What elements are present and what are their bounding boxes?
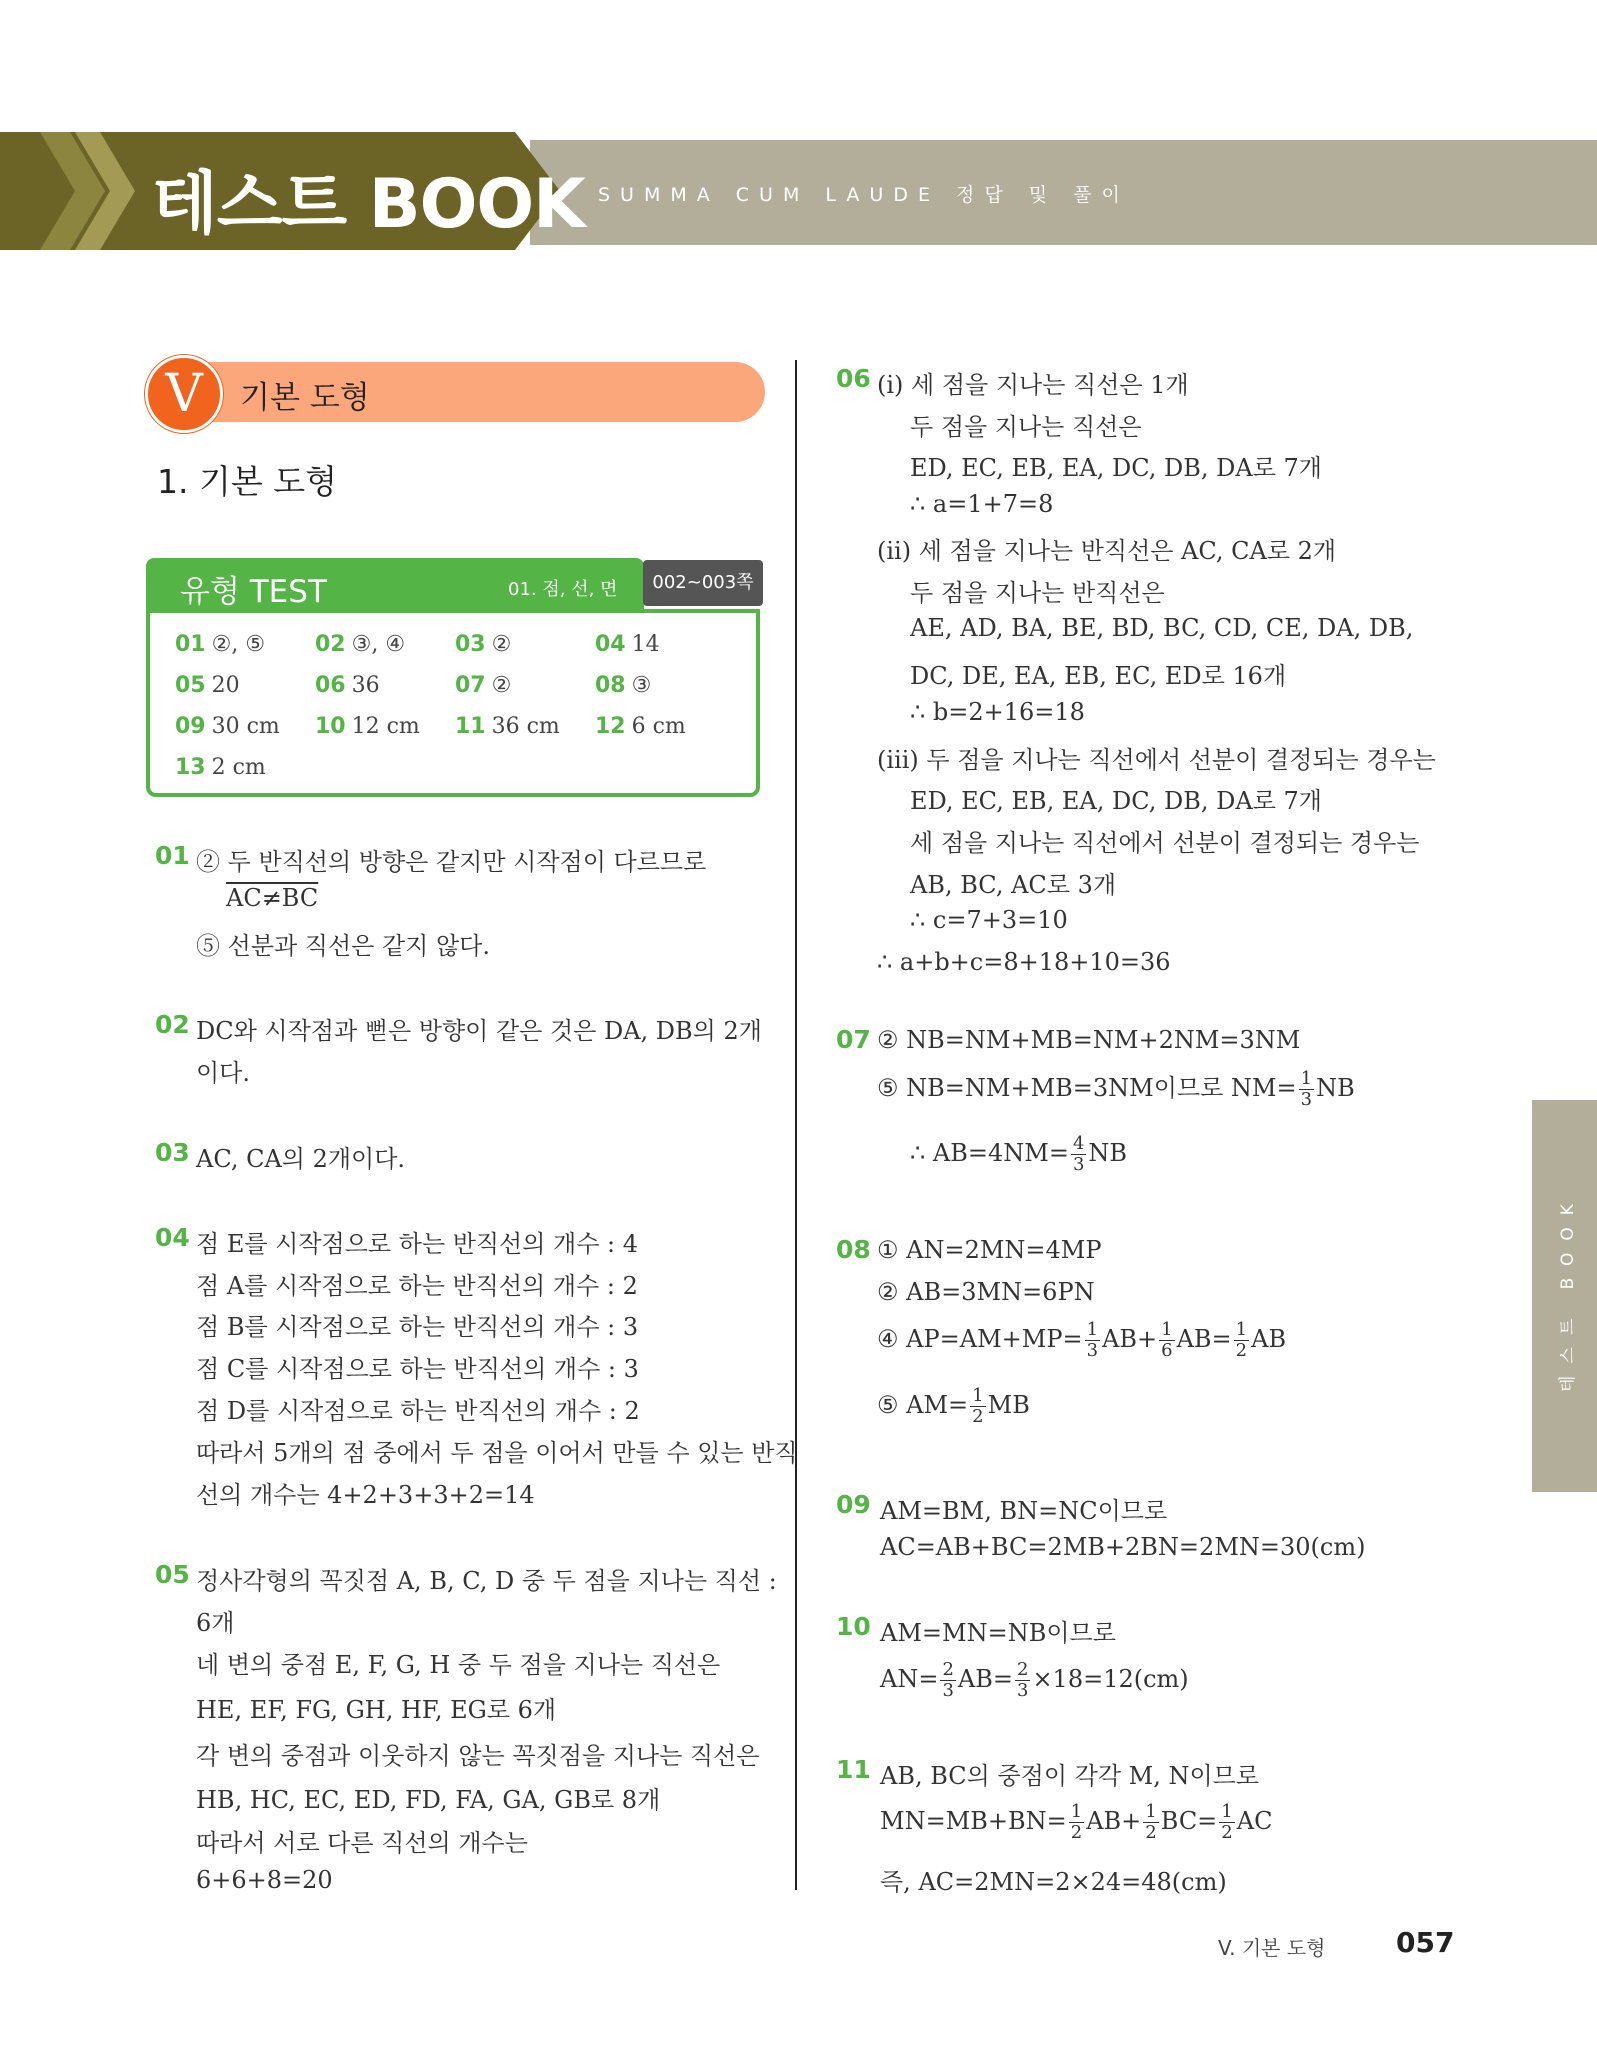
answer-item xyxy=(315,673,380,698)
solution-line: (ⅰ) 세 점을 지나는 직선은 1개 xyxy=(877,371,1189,399)
answer-number: 11 xyxy=(455,714,486,739)
answer-box-subtitle: 01. 점, 선, 면 xyxy=(508,579,618,600)
fraction-denominator: 3 xyxy=(1086,1340,1099,1361)
fraction-denominator: 3 xyxy=(1300,1089,1313,1110)
solution-line: ② AB=3MN=6PN xyxy=(877,1278,1095,1306)
fraction xyxy=(1159,1320,1174,1361)
fraction xyxy=(1085,1320,1100,1361)
fraction xyxy=(940,1660,955,1701)
fraction-denominator: 3 xyxy=(1072,1154,1085,1175)
fraction-numerator: 1 xyxy=(1161,1319,1173,1340)
solution-text: NB xyxy=(1316,1074,1355,1102)
fraction-numerator: 1 xyxy=(1070,1801,1083,1822)
solution-number: 10 xyxy=(836,1612,871,1641)
solution-text: ×18=12(cm) xyxy=(1032,1665,1189,1693)
solution-text: AN= xyxy=(880,1665,939,1693)
answer-item xyxy=(595,673,651,698)
solution-line: HB, HC, EC, ED, FD, FA, GA, GB로 8개 xyxy=(196,1786,661,1814)
answer-value: 12 cm xyxy=(351,714,420,739)
solution-number: 02 xyxy=(155,1010,190,1039)
answer-value: ② xyxy=(491,632,512,657)
answer-value: 14 xyxy=(631,632,660,657)
answer-number: 07 xyxy=(455,673,486,698)
answer-value: ②, ⑤ xyxy=(211,632,266,657)
solution-line xyxy=(880,1660,1189,1701)
answer-value: 30 cm xyxy=(211,714,280,739)
solution-text: AB= xyxy=(957,1665,1013,1693)
answer-number: 01 xyxy=(175,632,206,657)
solution-number: 06 xyxy=(836,364,871,393)
fraction xyxy=(1069,1802,1084,1843)
solution-line xyxy=(877,1068,1355,1110)
solution-line: 따라서 5개의 점 중에서 두 점을 이어서 만들 수 있는 반직 xyxy=(196,1439,798,1467)
solution-number: 11 xyxy=(836,1755,871,1784)
answer-item xyxy=(595,714,686,739)
header-subtitle: SUMMA CUM LAUDE 정답 및 풀이 xyxy=(598,184,1130,206)
answer-number: 09 xyxy=(175,714,206,739)
fraction-denominator: 6 xyxy=(1161,1340,1173,1361)
solution-line: 점 D를 시작점으로 하는 반직선의 개수 : 2 xyxy=(196,1397,640,1425)
answer-number: 13 xyxy=(175,755,206,780)
solution-line: AM=BM, BN=NC이므로 xyxy=(880,1497,1168,1525)
column-divider xyxy=(795,360,797,1890)
fraction-denominator: 2 xyxy=(1070,1822,1083,1843)
solution-line: AC≠BC xyxy=(226,884,319,912)
section-title: 기본 도형 xyxy=(240,380,370,416)
solution-line: (ⅱ) 세 점을 지나는 반직선은 AC, CA로 2개 xyxy=(877,537,1337,565)
solution-line: 점 A를 시작점으로 하는 반직선의 개수 : 2 xyxy=(196,1272,638,1300)
answer-item xyxy=(455,673,511,698)
solution-text: AB+ xyxy=(1086,1807,1142,1835)
answer-number: 06 xyxy=(315,673,346,698)
solution-number: 09 xyxy=(836,1490,871,1519)
answer-item xyxy=(315,714,420,739)
solution-line: 두 점을 지나는 반직선은 xyxy=(910,579,1165,607)
answer-box-title: 유형 TEST xyxy=(180,574,327,610)
solution-line: ② 두 반직선의 방향은 같지만 시작점이 다르므로 xyxy=(196,848,707,876)
fraction-numerator: 1 xyxy=(972,1385,984,1406)
solution-line: 따라서 서로 다른 직선의 개수는 xyxy=(196,1829,528,1857)
solution-number: 01 xyxy=(155,841,190,870)
solution-line: AC=AB+BC=2MB+2BN=2MN=30(cm) xyxy=(880,1533,1366,1561)
subsection-title: 1. 기본 도형 xyxy=(157,462,337,501)
section-badge: V xyxy=(145,355,223,433)
answer-number: 10 xyxy=(315,714,346,739)
answer-item xyxy=(175,673,240,698)
solution-line: 네 변의 중점 E, F, G, H 중 두 점을 지나는 직선은 xyxy=(196,1651,721,1679)
solution-line xyxy=(877,1386,1030,1427)
solution-text: ⑤ AM= xyxy=(877,1391,969,1419)
solution-line xyxy=(910,1134,1127,1175)
solution-text: ④ AP=AM+MP= xyxy=(877,1325,1083,1353)
solution-text: MN=MB+BN= xyxy=(880,1807,1067,1835)
solution-text: AC xyxy=(1236,1807,1273,1835)
solution-text: AB xyxy=(1251,1325,1287,1353)
solution-line: 점 B를 시작점으로 하는 반직선의 개수 : 3 xyxy=(196,1313,639,1341)
solution-line: 세 점을 지나는 직선에서 선분이 결정되는 경우는 xyxy=(910,829,1420,857)
answer-value: 36 cm xyxy=(491,714,560,739)
answer-item xyxy=(175,632,265,657)
header-title: 테스트 BOOK xyxy=(152,165,585,244)
fraction xyxy=(1234,1320,1249,1361)
fraction xyxy=(1299,1069,1314,1110)
answer-value: 6 cm xyxy=(631,714,686,739)
solution-line: 각 변의 중점과 이웃하지 않는 꼭짓점을 지나는 직선은 xyxy=(196,1742,760,1770)
solution-text: NB xyxy=(1088,1139,1128,1167)
answer-value: 20 xyxy=(211,673,240,698)
solution-line: AB, BC의 중점이 각각 M, N이므로 xyxy=(880,1762,1260,1790)
solution-line: ∴ c=7+3=10 xyxy=(910,906,1068,934)
fraction xyxy=(1015,1660,1030,1701)
solution-line: ⑤ 선분과 직선은 같지 않다. xyxy=(196,932,490,960)
page-number: 057 xyxy=(1396,1926,1455,1959)
answer-number: 08 xyxy=(595,673,626,698)
solution-line: AB, BC, AC로 3개 xyxy=(910,871,1117,899)
answer-value: ③ xyxy=(631,673,652,698)
fraction-numerator: 2 xyxy=(942,1659,954,1680)
fraction-denominator: 2 xyxy=(972,1406,984,1427)
fraction-numerator: 1 xyxy=(1086,1319,1099,1340)
solution-number: 04 xyxy=(155,1223,190,1252)
solution-line: 6+6+8=20 xyxy=(196,1866,333,1894)
answer-value: ② xyxy=(491,673,512,698)
solution-line: ED, EC, EB, EA, DC, DB, DA로 7개 xyxy=(910,454,1322,482)
solution-number: 05 xyxy=(155,1560,190,1589)
fraction xyxy=(970,1386,985,1427)
answer-value: 36 xyxy=(351,673,380,698)
fraction-numerator: 1 xyxy=(1300,1068,1313,1089)
solution-line: AM=MN=NB이므로 xyxy=(880,1619,1116,1647)
solution-line: HE, EF, FG, GH, HF, EG로 6개 xyxy=(196,1696,557,1724)
solution-line: 점 C를 시작점으로 하는 반직선의 개수 : 3 xyxy=(196,1355,639,1383)
solution-line: DC와 시작점과 뻗은 방향이 같은 것은 DA, DB의 2개 xyxy=(196,1017,762,1045)
answer-number: 05 xyxy=(175,673,206,698)
answer-value: 2 cm xyxy=(211,755,266,780)
solution-text: MB xyxy=(987,1391,1030,1419)
answer-value: ③, ④ xyxy=(351,632,406,657)
answer-item xyxy=(455,632,511,657)
solution-line: 선의 개수는 4+2+3+3+2=14 xyxy=(196,1481,535,1509)
solution-line xyxy=(880,1802,1272,1843)
answer-number: 03 xyxy=(455,632,486,657)
fraction-denominator: 2 xyxy=(1145,1822,1157,1843)
footer-section: V. 기본 도형 xyxy=(1218,1936,1326,1960)
answer-number: 02 xyxy=(315,632,346,657)
solution-number: 03 xyxy=(155,1138,190,1167)
fraction-numerator: 1 xyxy=(1145,1801,1157,1822)
solution-text: AB+ xyxy=(1102,1325,1158,1353)
answer-item xyxy=(455,714,560,739)
fraction-numerator: 4 xyxy=(1072,1133,1085,1154)
solution-line: AC, CA의 2개이다. xyxy=(196,1145,406,1173)
fraction-numerator: 2 xyxy=(1016,1659,1029,1680)
solution-line: AE, AD, BA, BE, BD, BC, CD, CE, DA, DB, xyxy=(910,614,1414,642)
answer-item xyxy=(595,632,660,657)
answer-number: 04 xyxy=(595,632,626,657)
fraction xyxy=(1071,1134,1086,1175)
solution-text: ∴ AB=4NM= xyxy=(910,1139,1069,1167)
solution-line: 정사각형의 꼭짓점 A, B, C, D 중 두 점을 지나는 직선 : xyxy=(196,1567,777,1595)
solution-line: 두 점을 지나는 직선은 xyxy=(910,413,1142,441)
solution-text: ⑤ NB=NM+MB=3NM이므로 NM= xyxy=(877,1074,1297,1102)
answer-item xyxy=(315,632,405,657)
solution-line: DC, DE, EA, EB, EC, ED로 16개 xyxy=(910,662,1287,690)
solution-line: 이다. xyxy=(196,1059,250,1087)
fraction-denominator: 2 xyxy=(1221,1822,1233,1843)
fraction-numerator: 1 xyxy=(1235,1319,1248,1340)
solution-line: (ⅲ) 두 점을 지나는 직선에서 선분이 결정되는 경우는 xyxy=(877,746,1436,774)
solution-line: 즉, AC=2MN=2×24=48(cm) xyxy=(880,1868,1227,1896)
solution-line: ∴ a=1+7=8 xyxy=(910,490,1054,518)
fraction-denominator: 2 xyxy=(1235,1340,1248,1361)
solution-text: AB= xyxy=(1176,1325,1232,1353)
fraction-denominator: 3 xyxy=(1016,1680,1029,1701)
solution-line: 점 E를 시작점으로 하는 반직선의 개수 : 4 xyxy=(196,1230,639,1258)
answer-item xyxy=(175,755,266,780)
solution-line: ① AN=2MN=4MP xyxy=(877,1236,1102,1264)
solution-line: ∴ a+b+c=8+18+10=36 xyxy=(877,948,1171,976)
fraction xyxy=(1219,1802,1234,1843)
solution-line: 6개 xyxy=(196,1609,235,1637)
solution-line: ② NB=NM+MB=NM+2NM=3NM xyxy=(877,1026,1301,1054)
answer-box-page-tag: 002~003쪽 xyxy=(643,560,763,606)
answer-number: 12 xyxy=(595,714,626,739)
solution-text: BC= xyxy=(1160,1807,1218,1835)
fraction xyxy=(1143,1802,1158,1843)
side-tab-label: 테스트 BOOK xyxy=(1558,1192,1578,1392)
fraction-numerator: 1 xyxy=(1221,1801,1233,1822)
answer-item xyxy=(175,714,280,739)
solution-line: ∴ b=2+16=18 xyxy=(910,698,1085,726)
solution-number: 08 xyxy=(836,1235,871,1264)
solution-line xyxy=(877,1320,1286,1361)
fraction-denominator: 3 xyxy=(942,1680,954,1701)
solution-number: 07 xyxy=(836,1025,871,1054)
solution-line: ED, EC, EB, EA, DC, DB, DA로 7개 xyxy=(910,787,1322,815)
